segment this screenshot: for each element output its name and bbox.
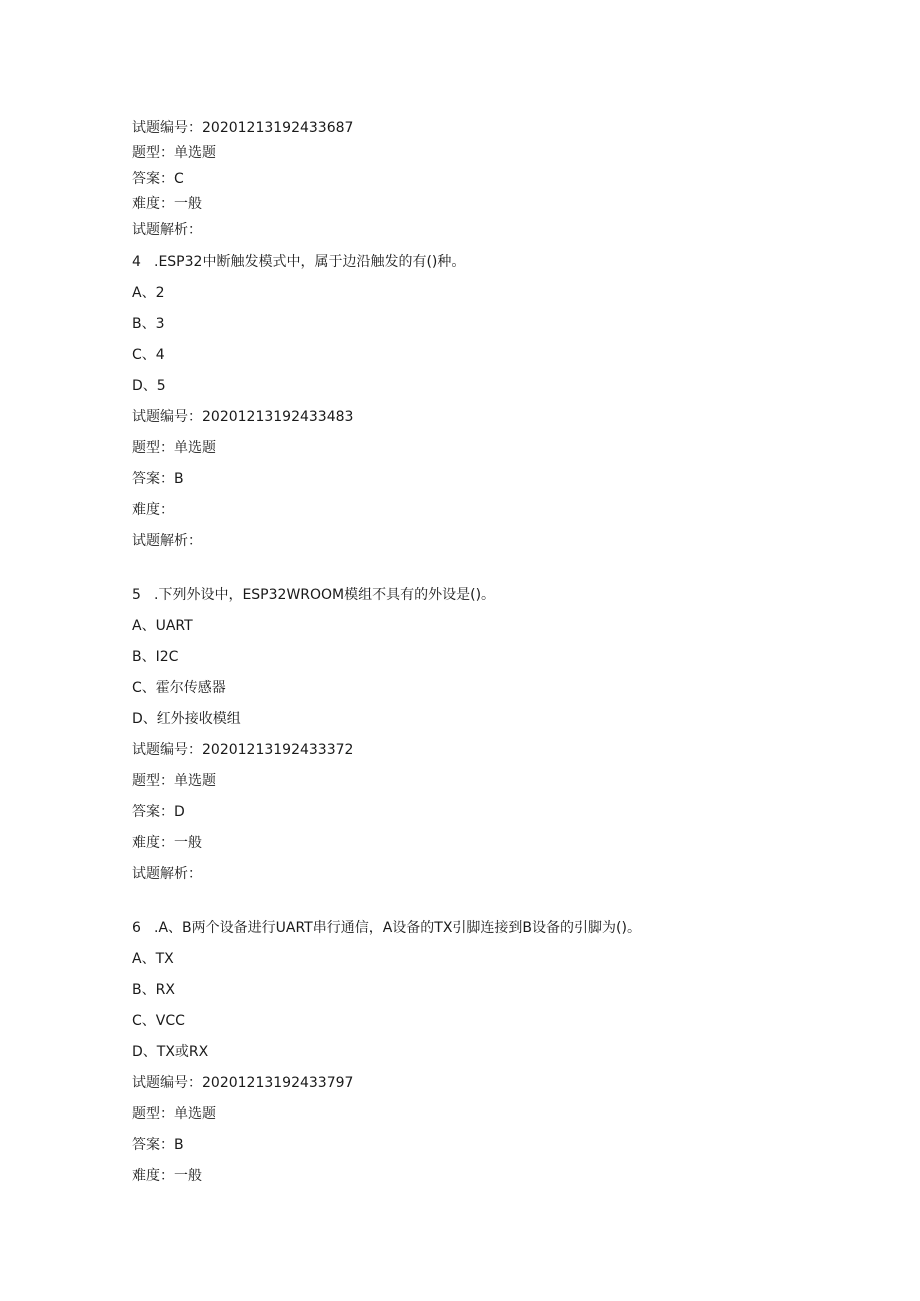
- option-d: D、TX或RX: [132, 1044, 209, 1060]
- question-text: .下列外设中，ESP32WROOM模组不具有的外设是()。: [154, 587, 496, 603]
- analysis-line: 试题解析：: [132, 533, 202, 549]
- answer-line: 答案：B: [132, 471, 184, 487]
- answer-line: 答案：B: [132, 1137, 184, 1153]
- difficulty-line: 难度：一般: [132, 196, 202, 212]
- question-type-line: 题型：单选题: [132, 1106, 216, 1122]
- difficulty-line: 难度：: [132, 502, 174, 518]
- question-id-line: 试题编号：20201213192433687: [132, 120, 354, 136]
- option-d: D、红外接收模组: [132, 711, 241, 727]
- question-4-stem: [132, 253, 465, 271]
- question-id-line: 试题编号：20201213192433797: [132, 1075, 354, 1091]
- option-a: A、2: [132, 285, 165, 301]
- question-id-line: 试题编号：20201213192433372: [132, 742, 354, 758]
- option-d: D、5: [132, 378, 166, 394]
- difficulty-line: 难度：一般: [132, 835, 202, 851]
- answer-line: 答案：D: [132, 804, 185, 820]
- question-number: 4: [132, 254, 141, 270]
- question-number: 5: [132, 587, 141, 603]
- option-b: B、3: [132, 316, 165, 332]
- analysis-line: 试题解析：: [132, 866, 202, 882]
- question-type-line: 题型：单选题: [132, 440, 216, 456]
- option-b: B、I2C: [132, 649, 179, 665]
- option-c: C、4: [132, 347, 165, 363]
- option-b: B、RX: [132, 982, 175, 998]
- option-c: C、VCC: [132, 1013, 185, 1029]
- difficulty-line: 难度：一般: [132, 1168, 202, 1184]
- answer-line: 答案：C: [132, 171, 184, 187]
- option-a: A、UART: [132, 618, 193, 634]
- option-a: A、TX: [132, 951, 174, 967]
- question-type-line: 题型：单选题: [132, 773, 216, 789]
- question-type-line: 题型：单选题: [132, 145, 216, 161]
- question-number: 6: [132, 920, 141, 936]
- question-6-stem: [132, 919, 641, 937]
- option-c: C、霍尔传感器: [132, 680, 226, 696]
- question-5-stem: [132, 586, 495, 604]
- question-id-line: 试题编号：20201213192433483: [132, 409, 354, 425]
- analysis-line: 试题解析：: [132, 222, 202, 238]
- question-text: .A、B两个设备进行UART串行通信，A设备的TX引脚连接到B设备的引脚为()。: [154, 920, 641, 936]
- question-text: .ESP32中断触发模式中，属于边沿触发的有()种。: [154, 254, 466, 270]
